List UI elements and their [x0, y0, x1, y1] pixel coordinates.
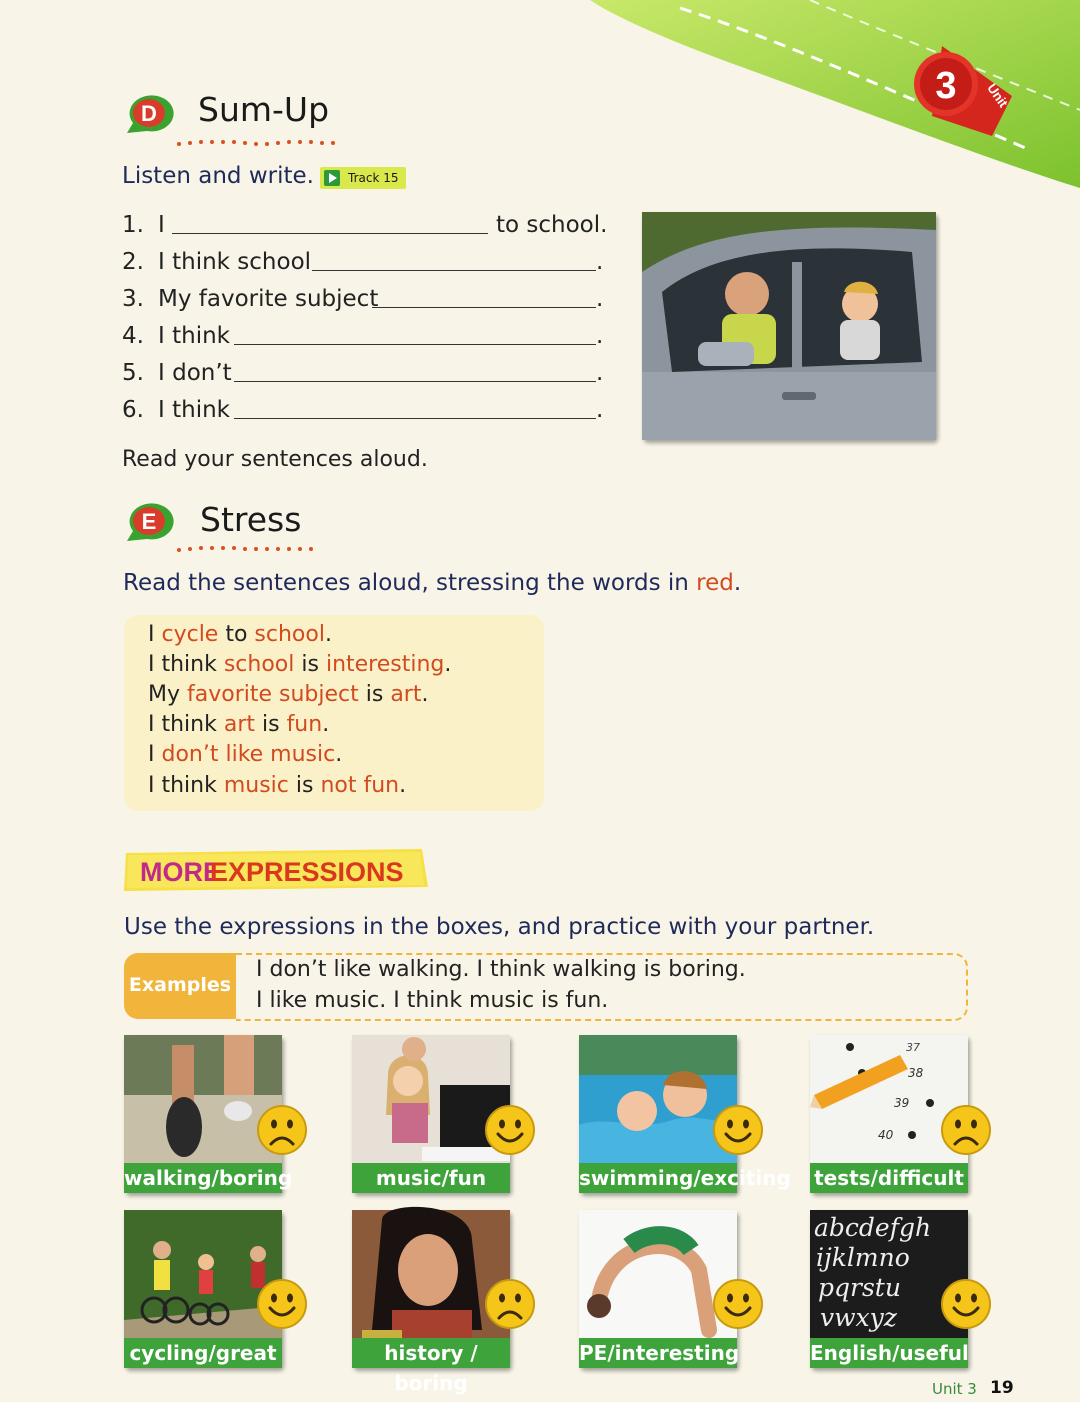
- sentence-6-start: I think: [158, 397, 230, 423]
- unit-3-badge: [912, 36, 1018, 142]
- section-d-letter: D: [141, 101, 157, 126]
- sentence-5-blank[interactable]: [234, 381, 596, 382]
- plain-text: I think: [148, 773, 224, 798]
- plain-text: is: [358, 682, 391, 707]
- test-number-40: 40: [878, 1128, 894, 1142]
- plain-text: I: [148, 622, 162, 647]
- card-label: swimming/exciting: [579, 1163, 737, 1193]
- instruction-period: .: [733, 570, 742, 596]
- alphabet-line-1: abcdefgh: [814, 1213, 932, 1242]
- card-label: tests/difficult: [810, 1163, 968, 1193]
- stressed-word: don’t like music: [161, 742, 336, 767]
- sentence-3-end: .: [596, 286, 604, 312]
- sentence-6-end: .: [596, 397, 604, 423]
- card-label: English/useful: [810, 1338, 968, 1368]
- test-number-39: 39: [894, 1096, 910, 1110]
- plain-text: .: [322, 712, 330, 737]
- more-word: MORE: [140, 857, 221, 887]
- test-number-38: 38: [908, 1066, 924, 1080]
- plain-text: to: [218, 622, 255, 647]
- plain-text: I think: [148, 652, 224, 677]
- sentence-5-end: .: [596, 360, 604, 386]
- expressions-word: EXPRESSIONS: [210, 857, 404, 887]
- play-icon: [324, 170, 340, 186]
- test-number-37: 37: [906, 1041, 920, 1054]
- plain-text: .: [399, 773, 407, 798]
- plain-text: .: [335, 742, 343, 767]
- sentence-5-number: 5.: [122, 360, 144, 386]
- sad-face-icon: [256, 1104, 308, 1156]
- sentence-4-end: .: [596, 323, 604, 349]
- stress-line: [148, 622, 332, 647]
- plain-text: I think: [148, 712, 224, 737]
- plain-text: .: [444, 652, 452, 677]
- example-line-2: I like music. I think music is fun.: [256, 988, 609, 1013]
- sentence-4-number: 4.: [122, 323, 144, 349]
- sentence-4-start: I think: [158, 323, 230, 349]
- section-e-instruction: [123, 570, 741, 596]
- car-photo: [642, 212, 936, 440]
- card-label: music/fun: [352, 1163, 510, 1193]
- section-e-speech-bubble-icon: [121, 501, 173, 545]
- sentence-3-start: My favorite subject: [158, 286, 379, 312]
- happy-face-icon: [256, 1278, 308, 1330]
- stressed-word: school: [254, 622, 325, 647]
- happy-face-icon: [484, 1104, 536, 1156]
- sentence-3-number: 3.: [122, 286, 144, 312]
- unit-number: 3: [935, 65, 957, 107]
- sentence-1-end: to school.: [496, 212, 608, 238]
- sentence-1-start: I: [158, 212, 165, 238]
- stress-line: [148, 742, 342, 767]
- title-underline-dots: [176, 545, 322, 553]
- title-underline-dots: [176, 139, 344, 147]
- stressed-word: music: [223, 773, 289, 798]
- instruction-text: Read the sentences aloud, stressing the words in: [123, 570, 697, 596]
- happy-face-icon: [940, 1278, 992, 1330]
- section-d-speech-bubble-icon: [121, 93, 173, 137]
- section-d-closing: Read your sentences aloud.: [122, 447, 428, 472]
- section-e-title: Stress: [200, 500, 302, 539]
- sentence-2-blank[interactable]: [312, 270, 596, 271]
- more-expressions-banner: [122, 849, 430, 891]
- plain-text: is: [294, 652, 326, 677]
- stressed-word: interesting: [325, 652, 445, 677]
- audio-track-button[interactable]: [320, 167, 406, 189]
- more-expressions-instruction: Use the expressions in the boxes, and practice with your partner.: [124, 914, 875, 940]
- section-e-letter: E: [141, 509, 157, 534]
- stressed-word: school: [223, 652, 295, 677]
- section-d-title: Sum-Up: [198, 90, 330, 129]
- sentence-6-number: 6.: [122, 397, 144, 423]
- alphabet-line-3: pqrstu: [818, 1273, 901, 1302]
- sentence-1-blank[interactable]: [172, 233, 488, 234]
- stressed-word: fun: [286, 712, 323, 737]
- sad-face-icon: [484, 1278, 536, 1330]
- sentence-2-end: .: [596, 249, 604, 275]
- sentence-5-start: I don’t: [158, 360, 232, 386]
- footer-unit: Unit 3: [932, 1380, 977, 1398]
- stressed-word: not fun: [320, 773, 400, 798]
- track-label: Track 15: [348, 171, 399, 185]
- examples-label: Examples: [124, 953, 236, 1019]
- plain-text: I: [148, 742, 162, 767]
- happy-face-icon: [712, 1104, 764, 1156]
- card-label: cycling/great: [124, 1338, 282, 1368]
- stressed-word: cycle: [161, 622, 219, 647]
- stressed-word: favorite subject: [187, 682, 359, 707]
- stress-line: [148, 652, 451, 677]
- instruction-red-word: red: [696, 570, 734, 596]
- plain-text: .: [421, 682, 429, 707]
- sentence-2-start: I think school: [158, 249, 312, 275]
- stressed-word: art: [390, 682, 422, 707]
- plain-text: is: [288, 773, 321, 798]
- sentence-3-blank[interactable]: [372, 307, 596, 308]
- stressed-word: art: [223, 712, 255, 737]
- stress-line: [148, 773, 406, 798]
- sentence-2-number: 2.: [122, 249, 144, 275]
- sad-face-icon: [940, 1104, 992, 1156]
- sentence-1-number: 1.: [122, 212, 144, 238]
- plain-text: .: [324, 622, 332, 647]
- card-label: walking/boring: [124, 1163, 282, 1193]
- plain-text: My: [148, 682, 187, 707]
- example-line-1: I don’t like walking. I think walking is boring.: [256, 957, 746, 982]
- plain-text: is: [255, 712, 287, 737]
- section-d-instruction: Listen and write.: [122, 163, 314, 189]
- alphabet-line-4: vwxyz: [820, 1303, 897, 1332]
- happy-face-icon: [712, 1278, 764, 1330]
- sentence-6-blank[interactable]: [234, 418, 596, 419]
- stress-line: [148, 712, 329, 737]
- page-number: 19: [990, 1378, 1014, 1398]
- unit-word: Unit: [984, 80, 1012, 111]
- sentence-4-blank[interactable]: [234, 344, 596, 345]
- card-label: history / boring: [352, 1338, 510, 1368]
- stress-line: [148, 682, 428, 707]
- card-label: PE/interesting: [579, 1338, 737, 1368]
- alphabet-line-2: ijklmno: [816, 1243, 910, 1272]
